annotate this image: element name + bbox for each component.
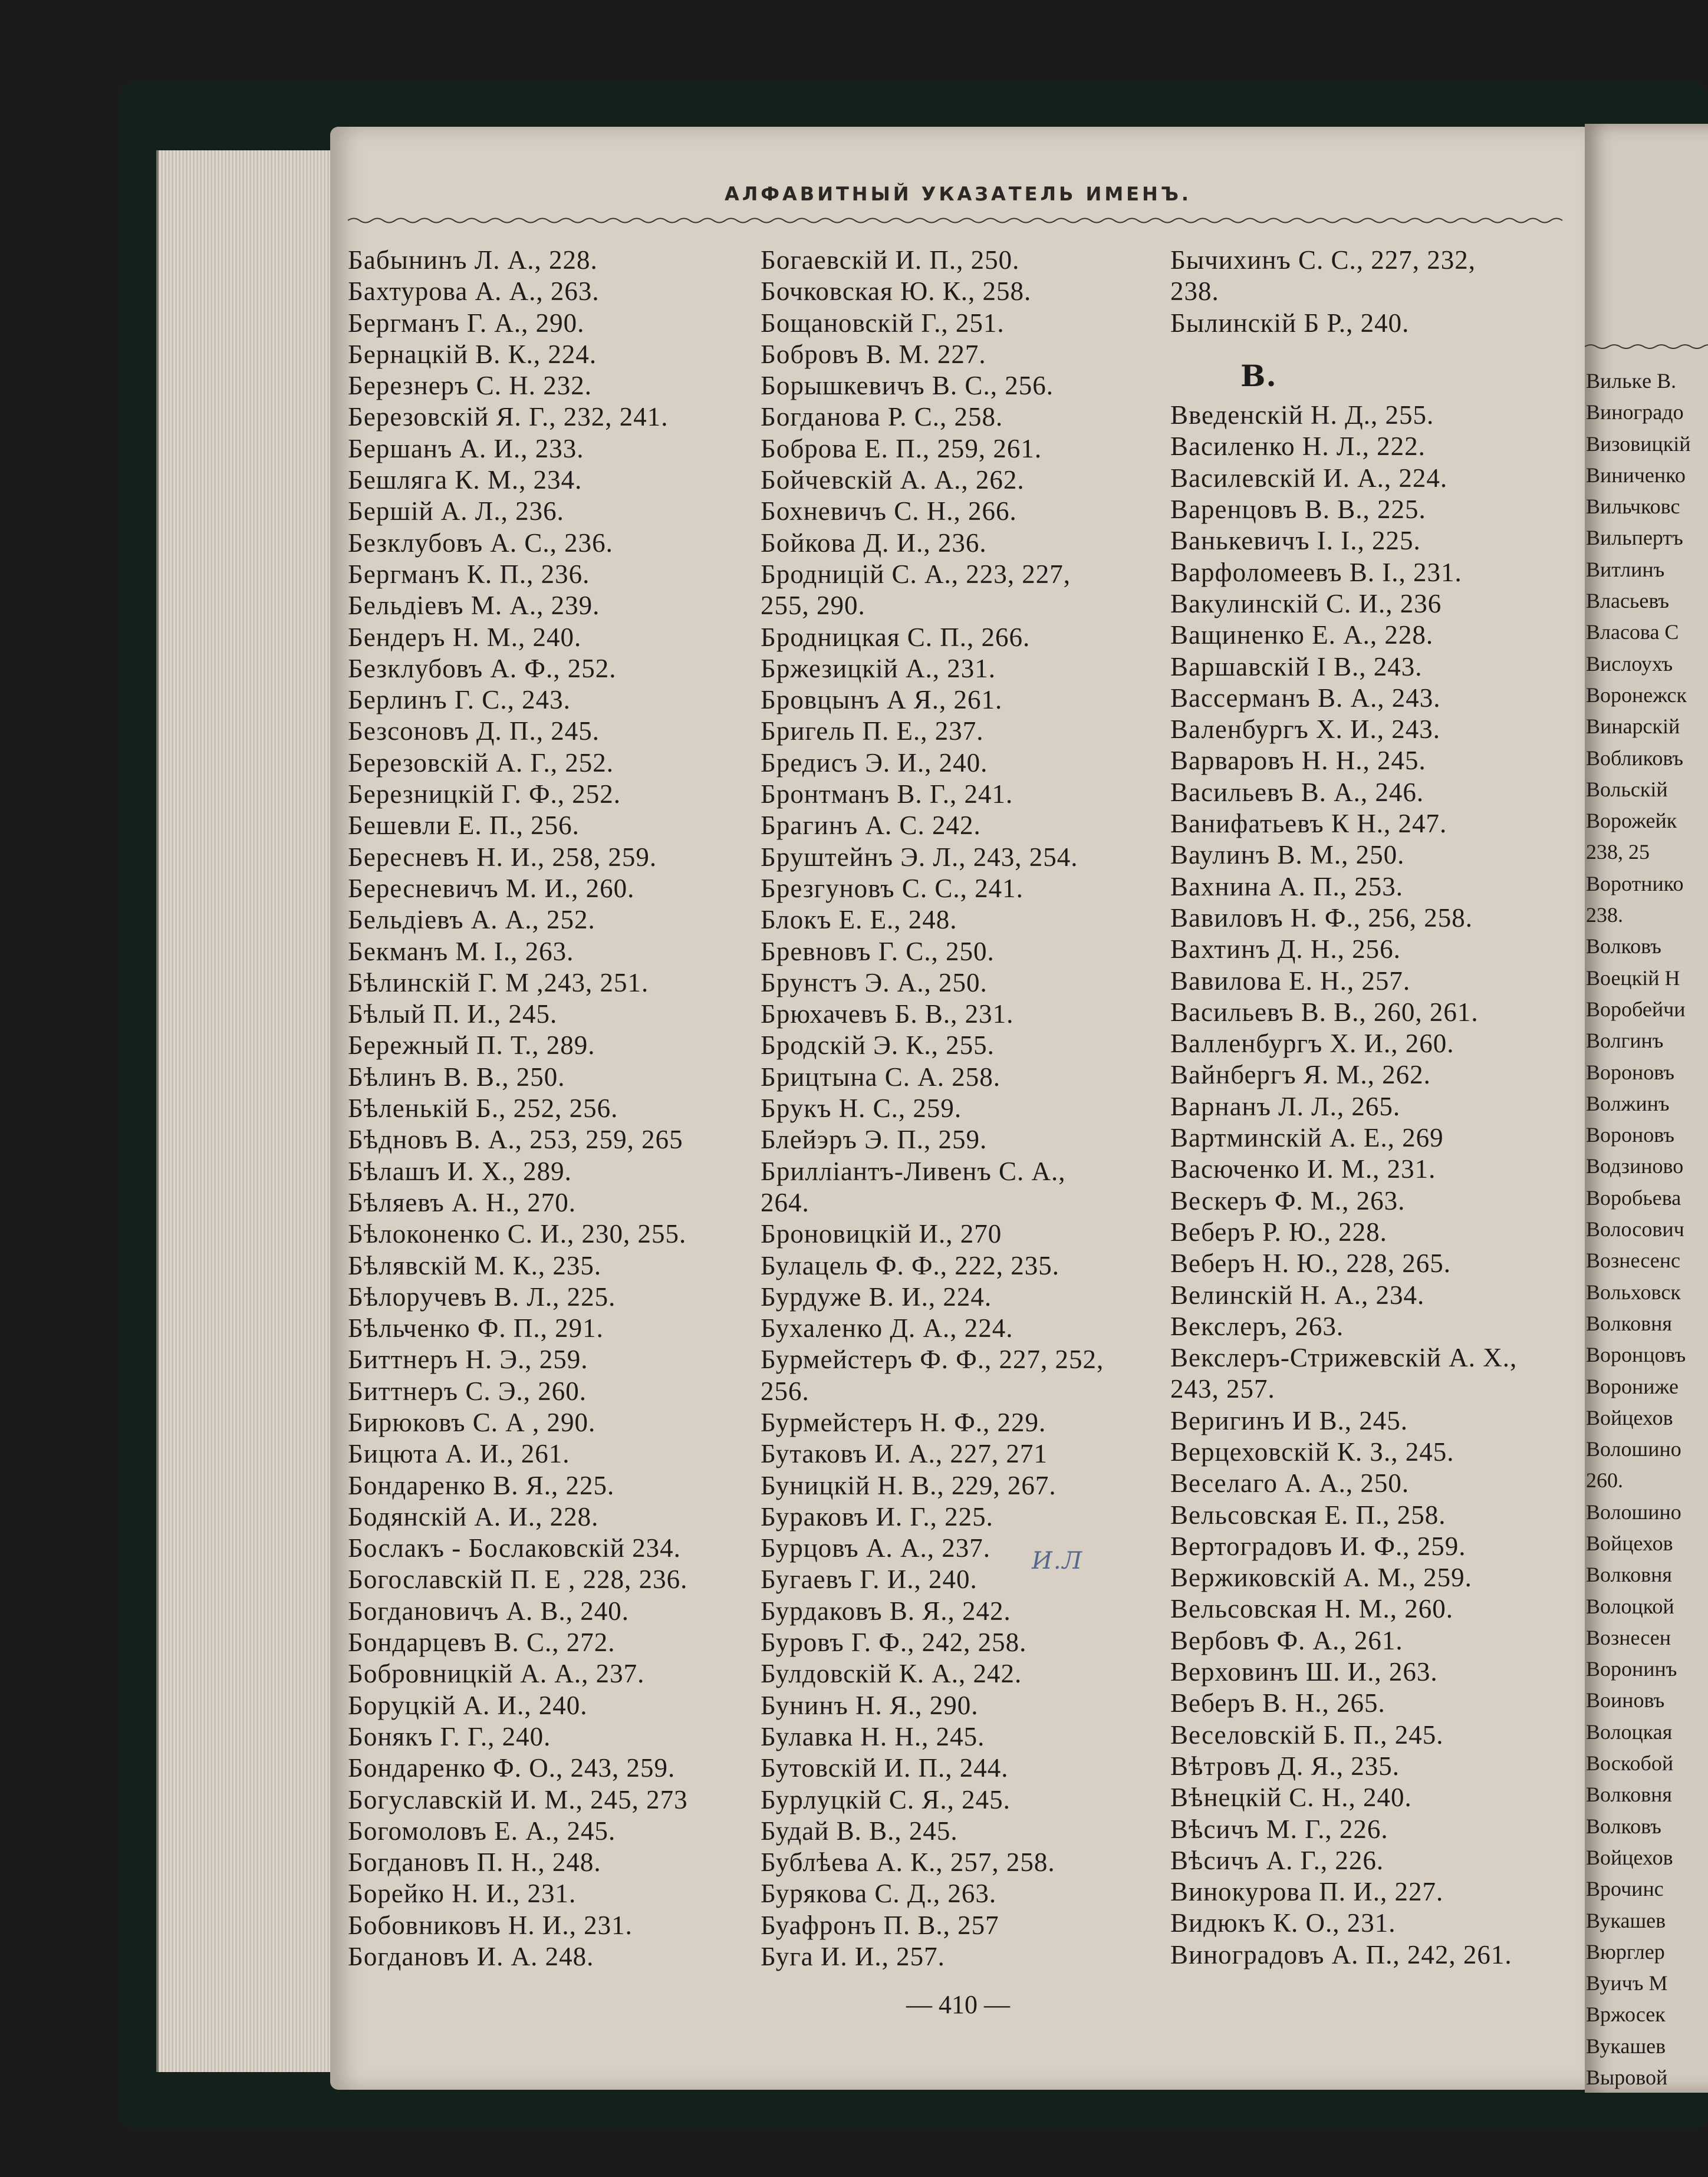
index-entry: Власова С bbox=[1586, 620, 1679, 644]
index-entry: 238, 25 bbox=[1586, 840, 1650, 864]
index-entry: Вѣтровъ Д. Я., 235. bbox=[1170, 1751, 1400, 1781]
index-entry: Ваулинъ В. М., 250. bbox=[1170, 840, 1405, 870]
index-entry: 256. bbox=[761, 1376, 809, 1406]
index-entry: Вакулинскій С. И., 236 bbox=[1170, 588, 1442, 618]
index-entry: Ванькевичъ І. І., 225. bbox=[1170, 526, 1421, 556]
index-entry: Бригель П. Е., 237. bbox=[761, 716, 984, 746]
index-entry: Бурмейстеръ Н. Ф., 229. bbox=[761, 1407, 1046, 1437]
index-entry: Бѣлашъ И. Х., 289. bbox=[348, 1156, 572, 1186]
index-entry: Вильпертъ bbox=[1586, 526, 1683, 550]
index-entry: Бондаренко Ф. О., 243, 259. bbox=[348, 1753, 676, 1783]
index-entry: Бирюковъ С. А , 290. bbox=[348, 1407, 596, 1437]
index-entry: 238. bbox=[1170, 276, 1219, 307]
index-entry: Буровъ Г. Ф., 242, 258. bbox=[761, 1628, 1027, 1658]
index-entry: Боруцкій А. И., 240. bbox=[348, 1690, 588, 1720]
index-entry: Бурмейстеръ Ф. Ф., 227, 252, bbox=[761, 1345, 1104, 1375]
index-entry: Васильевъ В. А., 246. bbox=[1170, 777, 1424, 807]
index-entry: Березовскій А. Г., 252. bbox=[348, 747, 614, 778]
index-entry: Бондаренко В. Я., 225. bbox=[348, 1470, 615, 1500]
index-entry: Биттнеръ Н. Э., 259. bbox=[348, 1345, 588, 1375]
index-entry: Веберъ В. Н., 265. bbox=[1170, 1688, 1386, 1718]
index-entry: Бревновъ Г. С., 250. bbox=[761, 936, 995, 966]
index-entry: Воронежск bbox=[1586, 683, 1687, 707]
index-entry: Бѣлоручевъ В. Л., 225. bbox=[348, 1282, 616, 1312]
index-entry: Богомоловъ Е. А., 245. bbox=[348, 1816, 616, 1846]
adjacent-page bbox=[1585, 124, 1708, 2093]
index-entry: Ванифатьевъ К Н., 247. bbox=[1170, 809, 1447, 839]
handwritten-note: И.Л bbox=[1032, 1547, 1083, 1575]
index-entry: Виноградовъ А. П., 242, 261. bbox=[1170, 1939, 1512, 1969]
index-entry: Бернацкій В. К., 224. bbox=[348, 339, 597, 369]
index-entry: Вольскій bbox=[1586, 777, 1668, 801]
index-entry: Виниченко bbox=[1586, 463, 1686, 487]
index-entry: Бровцынъ А Я., 261. bbox=[761, 685, 1003, 715]
index-entry: Безсоновъ Д. П., 245. bbox=[348, 716, 600, 746]
index-column-a bbox=[348, 245, 749, 1972]
index-entry: Бершій А. Л., 236. bbox=[348, 496, 564, 526]
index-entry: Винокурова П. И., 227. bbox=[1170, 1877, 1444, 1907]
index-entry: Варшавскій І В., 243. bbox=[1170, 651, 1423, 681]
index-entry: Биттнеръ С. Э., 260. bbox=[348, 1376, 587, 1406]
adjacent-page-column bbox=[1586, 365, 1691, 2093]
index-entry: Вахнина А. П., 253. bbox=[1170, 871, 1403, 901]
index-entry: Бурцовъ А. А., 237. bbox=[761, 1533, 990, 1563]
index-entry: Войцехов bbox=[1586, 1405, 1673, 1430]
index-entry: Бурдаковъ В. Я., 242. bbox=[761, 1596, 1011, 1626]
index-entry: Березовскій Я. Г., 232, 241. bbox=[348, 402, 669, 432]
index-entry: Введенскій Н. Д., 255. bbox=[1170, 400, 1434, 430]
index-entry: Богданова Р. С., 258. bbox=[761, 402, 1003, 432]
index-entry: Бѣлинъ В. В., 250. bbox=[348, 1062, 565, 1092]
index-entry: Брукъ Н. С., 259. bbox=[761, 1094, 962, 1124]
index-entry: Воробейчи bbox=[1586, 997, 1686, 1021]
index-entry: Вукашев bbox=[1586, 1908, 1666, 1932]
index-entry: Бухаленко Д. А., 224. bbox=[761, 1313, 1013, 1343]
index-entry: Брицтына С. А. 258. bbox=[761, 1062, 1001, 1092]
index-entry: Воронцовъ bbox=[1586, 1343, 1686, 1367]
index-entry: Вавилова Е. Н., 257. bbox=[1170, 966, 1411, 996]
index-entry: Бублѣева А. К., 257, 258. bbox=[761, 1847, 1055, 1878]
index-entry: Варваровъ Н. Н., 245. bbox=[1170, 746, 1426, 776]
index-entry: Бересневичъ М. И., 260. bbox=[348, 873, 635, 903]
index-entry: Вилькe В. bbox=[1586, 369, 1677, 393]
index-entry: Бѣленькій Б., 252, 256. bbox=[348, 1094, 618, 1124]
index-entry: Верцеховскій К. З., 245. bbox=[1170, 1437, 1454, 1467]
index-entry: Бережный П. Т., 289. bbox=[348, 1030, 595, 1060]
index-entry: Блейэръ Э. П., 259. bbox=[761, 1125, 988, 1155]
index-entry: Воецкій Н bbox=[1586, 966, 1680, 990]
index-entry: Броновицкій И., 270 bbox=[761, 1219, 1002, 1249]
index-entry: Бодянскій А. И., 228. bbox=[348, 1501, 599, 1532]
index-entry: Василенко Н. Л., 222. bbox=[1170, 432, 1426, 462]
index-entry: Борейко Н. И., 231. bbox=[348, 1879, 577, 1909]
index-entry: Бощановскій Г., 251. bbox=[761, 308, 1005, 338]
index-entry: Волошино bbox=[1586, 1500, 1681, 1524]
page-edges bbox=[156, 150, 335, 2072]
index-entry: Веселаго А. А., 250. bbox=[1170, 1468, 1410, 1498]
index-entry: Врочинс bbox=[1586, 1877, 1664, 1901]
index-entry: Веберъ Н. Ю., 228, 265. bbox=[1170, 1249, 1452, 1279]
index-entry: Бѣльченко Ф. П., 291. bbox=[348, 1313, 604, 1343]
index-entry: Богдановичъ А. В., 240. bbox=[348, 1596, 629, 1626]
index-entry: Вороновъ bbox=[1586, 1060, 1674, 1084]
index-entry: Вайнбергъ Я. М., 262. bbox=[1170, 1060, 1431, 1090]
index-entry: Вержиковскій А. М., 259. bbox=[1170, 1563, 1472, 1593]
index-entry: Бобровъ В. М. 227. bbox=[761, 339, 986, 369]
index-entry: Волошино bbox=[1586, 1437, 1681, 1461]
index-entry: Волковъ bbox=[1586, 1814, 1661, 1838]
index-entry: Бешевли Е. П., 256. bbox=[348, 811, 580, 841]
index-entry: 238. bbox=[1586, 903, 1623, 927]
index-entry: Бурдуже В. И., 224. bbox=[761, 1282, 992, 1312]
index-entry: Вѣсичъ М. Г., 226. bbox=[1170, 1814, 1388, 1844]
index-entry: Вобликовъ bbox=[1586, 746, 1684, 770]
index-entry: Вольховск bbox=[1586, 1280, 1681, 1304]
index-entry: Бельдіевъ А. А., 252. bbox=[348, 905, 595, 935]
index-entry: Вукашев bbox=[1586, 2034, 1666, 2058]
index-entry: Борышкевичъ В. С., 256. bbox=[761, 371, 1054, 401]
index-entry: Волковня bbox=[1586, 1783, 1672, 1807]
index-entry: Векслеръ, 263. bbox=[1170, 1311, 1344, 1341]
index-entry: Бѣлявскій М. К., 235. bbox=[348, 1250, 602, 1280]
index-entry: Бослакъ - Бослаковскій 234. bbox=[348, 1533, 681, 1563]
index-entry: Власьевъ bbox=[1586, 589, 1670, 613]
index-entry: Буафронъ П. В., 257 bbox=[761, 1910, 999, 1940]
index-entry: Веселовскій Б. П., 245. bbox=[1170, 1720, 1444, 1750]
index-entry: Варнанъ Л. Л., 265. bbox=[1170, 1091, 1401, 1121]
index-entry: Боброва Е. П., 259, 261. bbox=[761, 433, 1042, 463]
index-entry: Волковня bbox=[1586, 1311, 1672, 1335]
book-page bbox=[330, 127, 1586, 2090]
index-column-c bbox=[1170, 245, 1571, 1971]
index-entry: 243, 257. bbox=[1170, 1374, 1275, 1404]
index-entry: Валленбургъ Х. И., 260. bbox=[1170, 1029, 1454, 1059]
index-entry: Брилліантъ-Ливенъ С. А., bbox=[761, 1156, 1066, 1186]
index-entry: Видюкъ К. О., 231. bbox=[1170, 1908, 1396, 1938]
index-entry: Волоцкая bbox=[1586, 1720, 1673, 1744]
index-entry: Воротнико bbox=[1586, 871, 1684, 895]
index-entry: Буга И. И., 257. bbox=[761, 1942, 945, 1972]
index-entry: Бредисъ Э. И., 240. bbox=[761, 747, 988, 778]
index-entry: Витлинъ bbox=[1586, 557, 1665, 581]
index-entry: 264. bbox=[761, 1187, 809, 1217]
index-entry: Велинскій Н. А., 234. bbox=[1170, 1280, 1425, 1310]
index-entry: Бохневичъ С. Н., 266. bbox=[761, 496, 1017, 526]
index-entry: Бѣляевъ А. Н., 270. bbox=[348, 1187, 577, 1217]
index-entry: Бродскій Э. К., 255. bbox=[761, 1030, 995, 1060]
index-entry: Валенбургъ Х. И., 243. bbox=[1170, 714, 1441, 745]
index-entry: Вуичъ М bbox=[1586, 1971, 1668, 1995]
index-entry: Бешляга К. М., 234. bbox=[348, 465, 583, 495]
index-entry: Воронинъ bbox=[1586, 1657, 1677, 1681]
index-entry: Бабынинъ Л. А., 228. bbox=[348, 245, 598, 275]
index-entry: Богдановъ И. А. 248. bbox=[348, 1942, 594, 1972]
index-entry: Вертоградовъ И. Ф., 259. bbox=[1170, 1531, 1466, 1561]
index-entry: Вахтинъ Д. Н., 256. bbox=[1170, 934, 1401, 964]
index-entry: Ворожейк bbox=[1586, 809, 1677, 833]
page-number: — 410 — bbox=[906, 1990, 1010, 2019]
index-entry: Варенцовъ В. В., 225. bbox=[1170, 495, 1426, 525]
index-entry: Брунстъ Э. А., 250. bbox=[761, 967, 988, 997]
index-entry: Бойкова Д. И., 236. bbox=[761, 528, 987, 558]
index-column-b bbox=[761, 245, 1161, 1972]
index-entry: Вескеръ Ф. М., 263. bbox=[1170, 1185, 1406, 1216]
index-entry: Вѣсичъ А. Г., 226. bbox=[1170, 1845, 1384, 1875]
index-entry: Василевскій И. А., 224. bbox=[1170, 463, 1448, 493]
index-entry: 255, 290. bbox=[761, 591, 865, 621]
index-entry: Брюхачевъ Б. В., 231. bbox=[761, 999, 1014, 1029]
index-entry: Бродницкая С. П., 266. bbox=[761, 622, 1031, 652]
column-spacer bbox=[1170, 339, 1571, 354]
index-entry: Волгинъ bbox=[1586, 1029, 1664, 1053]
index-entry: Буницкій Н. В., 229, 267. bbox=[761, 1470, 1057, 1500]
index-entry: Вороновъ bbox=[1586, 1123, 1674, 1147]
index-entry: Волжинъ bbox=[1586, 1091, 1670, 1115]
index-entry: Безклубовъ А. Ф., 252. bbox=[348, 653, 617, 683]
index-entry: Вильчковс bbox=[1586, 495, 1680, 519]
index-entry: Бицюта А. И., 261. bbox=[348, 1439, 570, 1469]
index-entry: Верховинъ Ш. И., 263. bbox=[1170, 1657, 1438, 1687]
index-entry: Бугаевъ Г. И., 240. bbox=[761, 1565, 978, 1595]
index-entry: Бельдіевъ М. А., 239. bbox=[348, 591, 600, 621]
index-entry: Вюрглер bbox=[1586, 1939, 1665, 1964]
index-entry: 260. bbox=[1586, 1468, 1623, 1493]
index-entry: Воробьева bbox=[1586, 1185, 1681, 1210]
index-entry: Вржосек bbox=[1586, 2003, 1666, 2027]
index-entry: Бондарцевъ В. С., 272. bbox=[348, 1628, 616, 1658]
index-entry: Вартминскій А. Е., 269 bbox=[1170, 1123, 1444, 1153]
index-entry: Бржезицкій А., 231. bbox=[761, 653, 996, 683]
index-entry: Богдановъ П. Н., 248. bbox=[348, 1847, 601, 1878]
index-entry: Брезгуновъ С. С., 241. bbox=[761, 873, 1024, 903]
index-entry: Бѣдновъ В. А., 253, 259, 265 bbox=[348, 1125, 683, 1155]
index-entry: Волосович bbox=[1586, 1217, 1684, 1241]
index-entry: Бутовскій И. П., 244. bbox=[761, 1753, 1009, 1783]
index-entry: Бересневъ Н. И., 258, 259. bbox=[348, 842, 657, 872]
index-entry: Брагинъ А. С. 242. bbox=[761, 811, 981, 841]
index-entry: Виноградо bbox=[1586, 400, 1684, 424]
index-entry: Бѣлоконенко С. И., 230, 255. bbox=[348, 1219, 687, 1249]
index-entry: Бершанъ А. И., 233. bbox=[348, 433, 584, 463]
index-entry: Воиновъ bbox=[1586, 1688, 1665, 1712]
index-entry: Бахтурова А. А., 263. bbox=[348, 276, 600, 307]
index-entry: Бурлуцкій С. Я., 245. bbox=[761, 1784, 1011, 1814]
index-entry: Булавка Н. Н., 245. bbox=[761, 1721, 985, 1751]
index-entry: Берлинъ Г. С., 243. bbox=[348, 685, 571, 715]
index-entry: Винарскій bbox=[1586, 714, 1680, 739]
index-entry: Бродницій С. А., 223, 227, bbox=[761, 559, 1071, 589]
index-entry: Бергманъ К. П., 236. bbox=[348, 559, 590, 589]
index-entry: Васильевъ В. В., 260, 261. bbox=[1170, 997, 1479, 1027]
index-entry: Вельсовская Н. М., 260. bbox=[1170, 1594, 1454, 1624]
index-entry: Блокъ Е. Е., 248. bbox=[761, 905, 957, 935]
index-entry: Вѣнецкій С. Н., 240. bbox=[1170, 1783, 1412, 1813]
index-entry: Бойчевскій А. А., 262. bbox=[761, 465, 1025, 495]
index-entry: Бочковская Ю. К., 258. bbox=[761, 276, 1032, 307]
index-entry: Воскобой bbox=[1586, 1751, 1674, 1776]
index-entry: Варфоломеевъ В. І., 231. bbox=[1170, 557, 1462, 587]
index-entry: Вислоухъ bbox=[1586, 651, 1673, 676]
index-entry: Веберъ Р. Ю., 228. bbox=[1170, 1217, 1387, 1247]
index-entry: Волковъ bbox=[1586, 934, 1661, 959]
index-entry: Булацель Ф. Ф., 222, 235. bbox=[761, 1250, 1060, 1280]
index-entry: Вербовъ Ф. А., 261. bbox=[1170, 1625, 1403, 1655]
index-entry: Бергманъ Г. А., 290. bbox=[348, 308, 585, 338]
index-entry: Вассерманъ В. А., 243. bbox=[1170, 683, 1441, 713]
index-entry: Веригинъ И В., 245. bbox=[1170, 1405, 1408, 1435]
index-entry: Бобовниковъ Н. И., 231. bbox=[348, 1910, 633, 1940]
index-entry: Бураковъ И. Г., 225. bbox=[761, 1501, 993, 1532]
index-entry: Ворониже bbox=[1586, 1374, 1679, 1398]
index-entry: Бендеръ Н. М., 240. bbox=[348, 622, 582, 652]
index-entry: Выровой bbox=[1586, 2066, 1668, 2090]
index-entry: Березнеръ С. Н. 232. bbox=[348, 371, 592, 401]
index-entry: Бобровницкій А. А., 237. bbox=[348, 1659, 645, 1689]
index-entry: Богаевскій И. П., 250. bbox=[761, 245, 1020, 275]
index-entry: Войцехов bbox=[1586, 1845, 1673, 1869]
index-entry: Бутаковъ И. А., 227, 271 bbox=[761, 1439, 1048, 1469]
index-entry: Водзиново bbox=[1586, 1154, 1684, 1178]
index-entry: Будай В. В., 245. bbox=[761, 1816, 958, 1846]
index-entry: Безклубовъ А. С., 236. bbox=[348, 528, 613, 558]
index-entry: Васюченко И. М., 231. bbox=[1170, 1154, 1436, 1184]
index-entry: Былинскій Б Р., 240. bbox=[1170, 308, 1410, 338]
index-entry: Бунинъ Н. Я., 290. bbox=[761, 1690, 979, 1720]
index-entry: Бычихинъ С. С., 227, 232, bbox=[1170, 245, 1476, 275]
index-entry: Березницкій Г. Ф., 252. bbox=[348, 779, 621, 809]
index-entry: Бронтманъ В. Г., 241. bbox=[761, 779, 1013, 809]
index-entry: Вавиловъ Н. Ф., 256, 258. bbox=[1170, 903, 1473, 933]
index-entry: Булдовскій К. А., 242. bbox=[761, 1659, 1022, 1689]
index-entry: Ващиненко Е. А., 228. bbox=[1170, 620, 1434, 650]
index-entry: Бекманъ М. І., 263. bbox=[348, 936, 574, 966]
index-entry: Богуславскій И. М., 245, 273 bbox=[348, 1784, 688, 1814]
index-entry: Бонякъ Г. Г., 240. bbox=[348, 1721, 551, 1751]
index-entry: Войцехов bbox=[1586, 1531, 1673, 1555]
index-entry: Вознесен bbox=[1586, 1625, 1671, 1649]
index-entry: Вельсовская Е. П., 258. bbox=[1170, 1500, 1446, 1530]
index-entry: Волковня bbox=[1586, 1563, 1672, 1587]
index-entry: Вознесенс bbox=[1586, 1249, 1681, 1273]
index-entry: Визовицкій bbox=[1586, 432, 1691, 456]
adjacent-page-rule bbox=[1585, 342, 1708, 351]
index-entry: Волоцкой bbox=[1586, 1594, 1674, 1618]
index-entry: Бѣлый П. И., 245. bbox=[348, 999, 558, 1029]
index-entry: Бурякова С. Д., 263. bbox=[761, 1879, 997, 1909]
index-entry: Векслеръ-Стрижевскій А. Х., bbox=[1170, 1343, 1518, 1373]
index-entry: Богославскій П. Е , 228, 236. bbox=[348, 1565, 688, 1595]
page-header: АЛФАВИТНЫЙ УКАЗАТЕЛЬ ИМЕНЪ. bbox=[724, 183, 1192, 205]
index-entry: Бѣлинскій Г. М ,243, 251. bbox=[348, 967, 649, 997]
header-rule bbox=[348, 215, 1568, 226]
index-entry: Бруштейнъ Э. Л., 243, 254. bbox=[761, 842, 1078, 872]
letter-heading: В. bbox=[1240, 358, 1277, 393]
